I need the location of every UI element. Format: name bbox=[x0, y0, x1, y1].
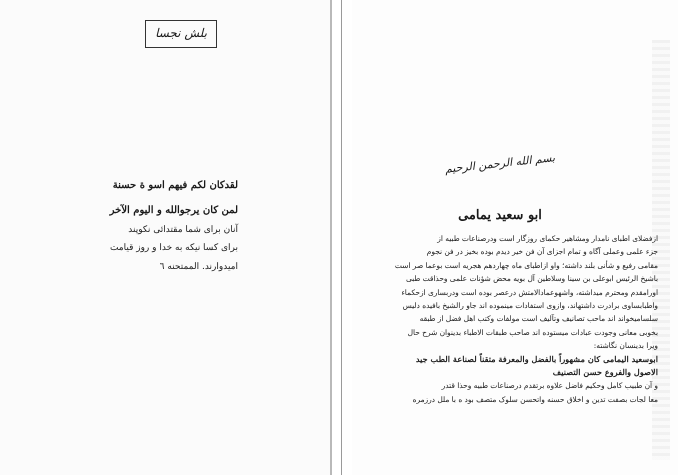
body-line: ابوسعید الیمامی کان مشهوراً بالفضل والمعرفة متقناً لصناعة الطب جید bbox=[415, 353, 658, 364]
body-line: مقامی رفیع و شأنی بلند داشته؛ واو ازاطبای ماه چهاردهم هجریه است بوعما صر است bbox=[394, 260, 658, 270]
quote-line-1: لقدكان لكم فيهم اسو ة حسنة bbox=[112, 180, 238, 191]
chapter-heading: ابو سعید یمامی bbox=[458, 208, 542, 223]
quote-line-4: برای كسا نیكه به خدا و روز قیامت bbox=[109, 243, 238, 253]
body-line: اورامقدم ومحترم میداشته، واشهوعمادالامتش درعصر بوده است ودربساری ازحکماء bbox=[401, 287, 658, 297]
library-stamp: بلش نجسا bbox=[145, 20, 217, 48]
body-line: ویرا بدینسان نگاشته: bbox=[593, 341, 658, 351]
body-line: الاصول والفروع حسن التصنیف bbox=[552, 367, 658, 378]
left-page bbox=[0, 0, 330, 475]
page-gutter-edge bbox=[341, 0, 342, 475]
body-line: باشیخ الرئیس ابوعلی بن سینا وسلاطین آل بویه محض شؤنات علمی وحذاقت طبی bbox=[405, 274, 658, 284]
body-line: واطبابساوی برادرت داشتهاند، وازوی استفادات مینموده اند جاو رالشیخ بافیده دلیس bbox=[402, 301, 658, 311]
body-line: معا لجات بصفت تدین و اخلاق حسنه واتحسن سلوک متصف بود ه با ملل درزمره bbox=[412, 394, 658, 404]
quote-line-2: لمن كان يرجوالله و اليوم الآخر bbox=[109, 205, 238, 216]
body-line: و آن طبیب کامل وحکیم فاضل علاوه برتقدم درصناعات طبیه وحذا قتدر bbox=[441, 381, 658, 391]
quote-line-3: آنان برای شما مقتدائی نكوپند bbox=[128, 225, 238, 235]
quote-line-5: امیدوارند. الممتحنه ٦ bbox=[159, 262, 238, 272]
body-line: سلسامیخواند اند ماحب تصانیف وتآلیف است مولفات وکتب اهل فضل از طبقه bbox=[419, 314, 658, 324]
body-text bbox=[366, 232, 658, 406]
body-line: جزء علمی وعملی آگاه و تمام اجزای آن فن خیر دیدم بوده بخیز در فن نجوم bbox=[426, 247, 658, 257]
body-line: بخوبی معانی وجودت عبادات میستوده اند صاحب طبقات الاطباء بدینوان شرح حال bbox=[407, 327, 658, 337]
body-line: ازفضلای اطبای نامدار ومشاهیر حکمای روزگار است ودرصناعات طبیه از bbox=[437, 234, 658, 243]
page-gutter bbox=[330, 0, 332, 475]
bismillah-calligraphy: بسم الله الرحمن الرحیم bbox=[444, 151, 556, 176]
